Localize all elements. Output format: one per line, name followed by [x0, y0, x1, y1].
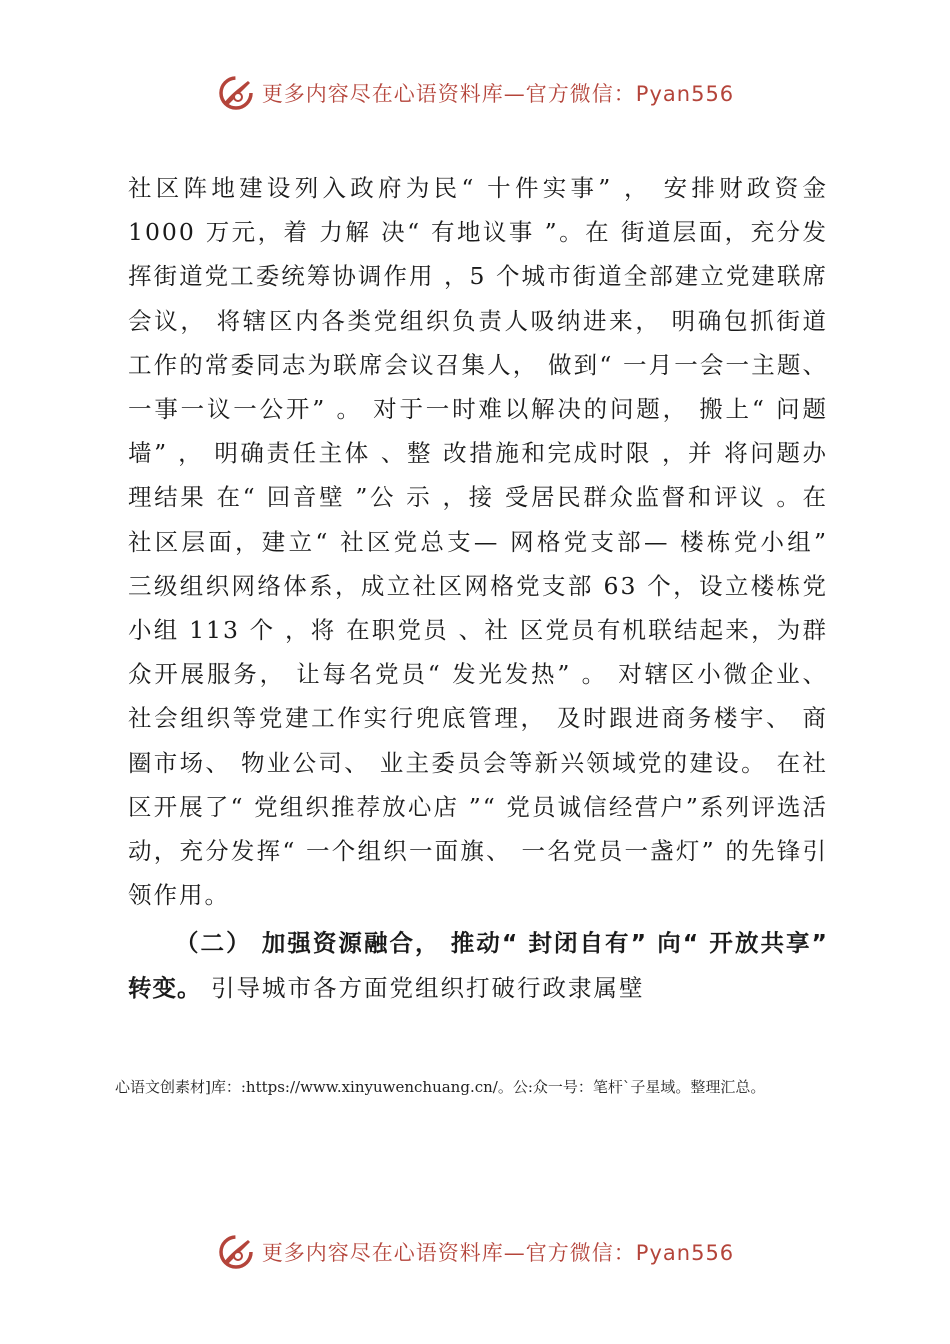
source-note: 心语文创素材]库：:https://www.xinyuwenchuang.cn/。公:众一号：笔杆`子星域。整理汇总。	[115, 1078, 766, 1096]
brush-logo-icon	[216, 73, 256, 113]
header-banner-text: 更多内容尽在心语资料库—官方微信：Pyan556	[261, 82, 735, 106]
body-paragraph: 社区阵地建设列入政府为民“ 十件实事” ， 安排财政资金 1000 万元，着 力解 决“ 有地议事 ”。在 街道层面，充分发挥街道党工委统筹协调作用 ，5 个城市街道全部建立党建联席会议， 将辖区内各类党组织负责人吸纳进来， 明确包抓街道工作的常委同志为联席会议召集人， 做到“ 一月一会一主题、 一事一议一公开” 。 对于一时难以解决的问题， 搬上“ 问题墙” ， 明确责任主体 、整 改措施和完成时限 ，并 将问题办理结果 在“ 回音壁 ”公 示 ，接 受居民群众监督和评议 。在 社区层面，建立“ 社区党总支— 网格党支部— 楼栋党小组” 三级组织网络体系，成立社区网格党支部 63 个，设立楼栋党小组 113 个 ，将 在职党员 、社 区党员有机联结起来，为群众开展服务， 让每名党员“ 发光发热” 。 对辖区小微企业、 社会组织等党建工作实行兜底管理， 及时跟进商务楼宇、 商圈市场、 物业公司、 业主委员会等新兴领域党的建设。 在社区开展了“ 党组织推荐放心店 ”“ 党员诚信经营户”系列评选活动，充分发挥“ 一个组织一面旗、 一名党员一盏灯” 的先锋引领作用。	[128, 174, 828, 910]
header-banner	[0, 70, 950, 116]
section-heading: （二） 加强资源融合， 推动“ 封闭自有” 向“ 开放共享” 转变。	[128, 929, 828, 1002]
footer-banner	[0, 1229, 950, 1275]
section-paragraph	[128, 921, 828, 1009]
section-paragraph-text: 引导城市各方面党组织打破行政隶属壁	[201, 973, 645, 1002]
footer-banner-text: 更多内容尽在心语资料库—官方微信：Pyan556	[261, 1241, 735, 1265]
brush-logo-icon	[216, 1232, 256, 1272]
document-body	[128, 166, 828, 1010]
